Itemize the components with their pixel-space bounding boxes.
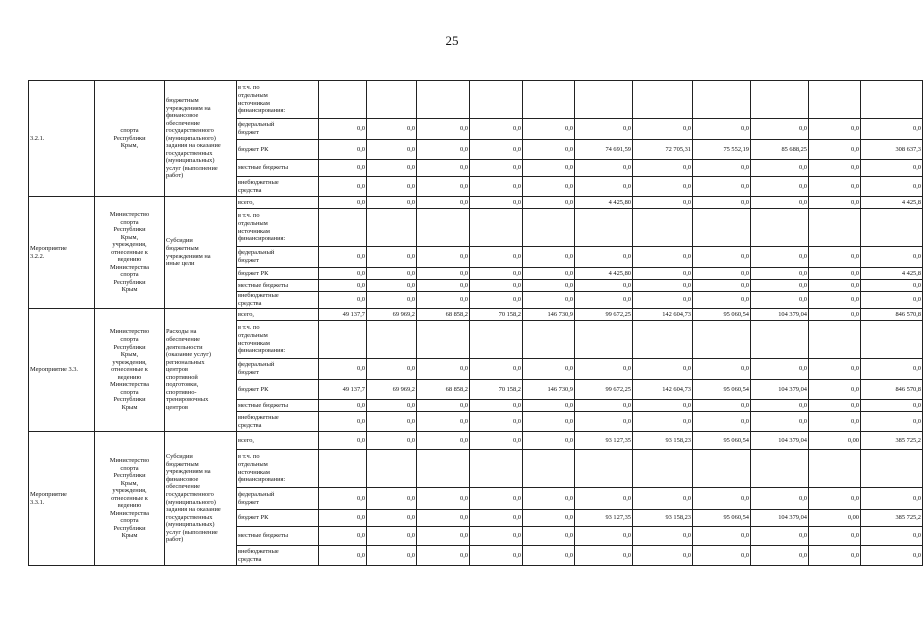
amount-cell-c10: 0,0 <box>809 359 861 380</box>
amount-cell-c4: 0,0 <box>470 510 523 527</box>
amount-cell-c5 <box>523 321 575 359</box>
amount-cell-c2: 0,0 <box>367 292 417 309</box>
measure-code: Мероприятие 3.2.2. <box>29 197 95 309</box>
amount-cell-total: 0,0 <box>861 488 923 510</box>
funding-source: всего, <box>237 432 319 450</box>
amount-cell-c9: 0,0 <box>751 119 809 140</box>
page-number: 25 <box>445 33 459 48</box>
amount-cell-c10: 0,0 <box>809 380 861 400</box>
amount-cell-c3 <box>417 321 470 359</box>
amount-cell-c7: 0,0 <box>633 400 693 412</box>
funding-source: всего, <box>237 309 319 321</box>
amount-cell-c4 <box>470 209 523 247</box>
funding-source: внебюджетные средства <box>237 546 319 566</box>
amount-cell-c10: 0,0 <box>809 280 861 292</box>
amount-cell-c6: 0,0 <box>575 400 633 412</box>
amount-cell-c9: 0,0 <box>751 268 809 280</box>
amount-cell-c5 <box>523 209 575 247</box>
amount-cell-c10: 0,0 <box>809 247 861 268</box>
funding-source: внебюджетные средства <box>237 177 319 197</box>
amount-cell-c2: 0,0 <box>367 412 417 432</box>
funding-source: федеральный бюджет <box>237 359 319 380</box>
amount-cell-total: 0,0 <box>861 527 923 546</box>
amount-cell-c6 <box>575 81 633 119</box>
amount-cell-c10 <box>809 81 861 119</box>
amount-cell-c8 <box>693 450 751 488</box>
amount-cell-c3: 0,0 <box>417 197 470 209</box>
amount-cell-c8 <box>693 81 751 119</box>
amount-cell-c8: 75 552,19 <box>693 140 751 160</box>
amount-cell-c8: 0,0 <box>693 488 751 510</box>
amount-cell-c8: 0,0 <box>693 177 751 197</box>
amount-cell-c7: 93 158,23 <box>633 432 693 450</box>
amount-cell-c6: 0,0 <box>575 359 633 380</box>
amount-cell-c10: 0,0 <box>809 488 861 510</box>
amount-cell-c1: 0,0 <box>319 359 367 380</box>
funding-source: местные бюджеты <box>237 160 319 177</box>
amount-cell-c7 <box>633 209 693 247</box>
amount-cell-c5: 0,0 <box>523 488 575 510</box>
amount-cell-c2: 0,0 <box>367 268 417 280</box>
amount-cell-c3 <box>417 209 470 247</box>
amount-cell-c5: 146 730,9 <box>523 380 575 400</box>
amount-cell-c1: 0,0 <box>319 140 367 160</box>
amount-cell-total: 0,0 <box>861 177 923 197</box>
amount-cell-c3 <box>417 81 470 119</box>
amount-cell-c5: 0,0 <box>523 247 575 268</box>
amount-cell-c7: 0,0 <box>633 488 693 510</box>
table-row <box>29 432 923 450</box>
amount-cell-c5: 0,0 <box>523 268 575 280</box>
amount-cell-c5: 0,0 <box>523 412 575 432</box>
amount-cell-c9: 0,0 <box>751 160 809 177</box>
funding-source: внебюджетные средства <box>237 292 319 309</box>
amount-cell-c3: 68 858,2 <box>417 380 470 400</box>
amount-cell-c5: 0,0 <box>523 292 575 309</box>
amount-cell-c9: 0,0 <box>751 359 809 380</box>
amount-cell-c1: 0,0 <box>319 432 367 450</box>
amount-cell-c3: 0,0 <box>417 359 470 380</box>
amount-cell-c6: 99 672,25 <box>575 309 633 321</box>
amount-cell-c4 <box>470 321 523 359</box>
amount-cell-c10: 0,0 <box>809 268 861 280</box>
amount-cell-c2 <box>367 209 417 247</box>
amount-cell-c1: 0,0 <box>319 510 367 527</box>
amount-cell-c8: 0,0 <box>693 400 751 412</box>
amount-cell-c3: 0,0 <box>417 292 470 309</box>
amount-cell-c8: 0,0 <box>693 280 751 292</box>
amount-cell-c1: 0,0 <box>319 488 367 510</box>
amount-cell-c2: 0,0 <box>367 119 417 140</box>
amount-cell-c1: 0,0 <box>319 119 367 140</box>
amount-cell-total: 846 570,8 <box>861 309 923 321</box>
amount-cell-c2: 0,0 <box>367 140 417 160</box>
amount-cell-total: 385 725,2 <box>861 510 923 527</box>
amount-cell-c3: 0,0 <box>417 400 470 412</box>
funding-source: всего, <box>237 197 319 209</box>
amount-cell-total: 0,0 <box>861 160 923 177</box>
amount-cell-c8: 0,0 <box>693 119 751 140</box>
amount-cell-total: 0,0 <box>861 119 923 140</box>
amount-cell-c3: 0,0 <box>417 177 470 197</box>
amount-cell-c4: 0,0 <box>470 177 523 197</box>
amount-cell-c3: 68 858,2 <box>417 309 470 321</box>
amount-cell-c2: 0,0 <box>367 359 417 380</box>
funding-source: федеральный бюджет <box>237 247 319 268</box>
amount-cell-c2: 0,0 <box>367 510 417 527</box>
amount-cell-c4: 0,0 <box>470 359 523 380</box>
amount-cell-total <box>861 321 923 359</box>
funding-source: в т.ч. по отдельным источникам финансирования: <box>237 321 319 359</box>
amount-cell-c10 <box>809 321 861 359</box>
amount-cell-c6: 4 425,80 <box>575 197 633 209</box>
amount-cell-c7 <box>633 81 693 119</box>
amount-cell-c2: 0,0 <box>367 177 417 197</box>
amount-cell-c5 <box>523 81 575 119</box>
amount-cell-c6: 0,0 <box>575 119 633 140</box>
amount-cell-c8: 95 060,54 <box>693 309 751 321</box>
amount-cell-c2: 0,0 <box>367 546 417 566</box>
amount-cell-total: 0,0 <box>861 400 923 412</box>
amount-cell-c3: 0,0 <box>417 546 470 566</box>
amount-cell-c4: 0,0 <box>470 527 523 546</box>
amount-cell-c5: 0,0 <box>523 177 575 197</box>
amount-cell-c1: 0,0 <box>319 197 367 209</box>
amount-cell-c8: 0,0 <box>693 546 751 566</box>
funding-source: бюджет РК <box>237 380 319 400</box>
amount-cell-c4: 0,0 <box>470 400 523 412</box>
executor-cell: спорта Республики Крым, <box>95 81 165 197</box>
amount-cell-c9 <box>751 450 809 488</box>
amount-cell-c1: 49 137,7 <box>319 380 367 400</box>
amount-cell-c4: 0,0 <box>470 280 523 292</box>
amount-cell-c10 <box>809 450 861 488</box>
budget-table <box>28 80 923 566</box>
amount-cell-c8: 0,0 <box>693 268 751 280</box>
amount-cell-c1: 0,0 <box>319 527 367 546</box>
amount-cell-c5: 0,0 <box>523 527 575 546</box>
amount-cell-c1: 0,0 <box>319 292 367 309</box>
amount-cell-c4: 0,0 <box>470 160 523 177</box>
funding-source: в т.ч. по отдельным источникам финансирования: <box>237 81 319 119</box>
amount-cell-c2: 0,0 <box>367 280 417 292</box>
amount-cell-c9: 104 379,04 <box>751 432 809 450</box>
amount-cell-c3: 0,0 <box>417 280 470 292</box>
amount-cell-total: 385 725,2 <box>861 432 923 450</box>
amount-cell-c5: 0,0 <box>523 160 575 177</box>
amount-cell-c4: 0,0 <box>470 119 523 140</box>
amount-cell-c10: 0,0 <box>809 412 861 432</box>
funding-source: внебюджетные средства <box>237 412 319 432</box>
amount-cell-c10: 0,00 <box>809 432 861 450</box>
amount-cell-c3: 0,0 <box>417 160 470 177</box>
amount-cell-total <box>861 450 923 488</box>
amount-cell-c7: 0,0 <box>633 197 693 209</box>
amount-cell-c7: 72 705,31 <box>633 140 693 160</box>
amount-cell-c7: 0,0 <box>633 119 693 140</box>
amount-cell-c9: 0,0 <box>751 412 809 432</box>
amount-cell-c5: 146 730,9 <box>523 309 575 321</box>
amount-cell-c7 <box>633 450 693 488</box>
amount-cell-c8: 95 060,54 <box>693 432 751 450</box>
amount-cell-c10: 0,00 <box>809 510 861 527</box>
funding-source: федеральный бюджет <box>237 119 319 140</box>
amount-cell-c9 <box>751 321 809 359</box>
amount-cell-c9: 0,0 <box>751 400 809 412</box>
amount-cell-c5: 0,0 <box>523 546 575 566</box>
amount-cell-c9: 0,0 <box>751 488 809 510</box>
amount-cell-c7: 142 604,73 <box>633 309 693 321</box>
amount-cell-c6: 0,0 <box>575 160 633 177</box>
amount-cell-c9 <box>751 209 809 247</box>
amount-cell-c5: 0,0 <box>523 119 575 140</box>
amount-cell-c10: 0,0 <box>809 546 861 566</box>
amount-cell-c9: 0,0 <box>751 197 809 209</box>
amount-cell-c6: 0,0 <box>575 177 633 197</box>
amount-cell-c5: 0,0 <box>523 432 575 450</box>
amount-cell-c7: 0,0 <box>633 280 693 292</box>
amount-cell-c1: 0,0 <box>319 400 367 412</box>
executor-cell: Министерство спорта Республики Крым, учреждения, отнесенные к ведению Министерства спорта Республики Крым <box>95 197 165 309</box>
amount-cell-c10: 0,0 <box>809 119 861 140</box>
amount-cell-c1 <box>319 321 367 359</box>
amount-cell-c10: 0,0 <box>809 197 861 209</box>
amount-cell-c8: 0,0 <box>693 197 751 209</box>
amount-cell-c2: 0,0 <box>367 160 417 177</box>
amount-cell-c8: 0,0 <box>693 292 751 309</box>
amount-cell-c6: 0,0 <box>575 488 633 510</box>
amount-cell-total: 308 637,3 <box>861 140 923 160</box>
amount-cell-c10 <box>809 209 861 247</box>
amount-cell-c2: 0,0 <box>367 247 417 268</box>
amount-cell-c2: 69 969,2 <box>367 309 417 321</box>
amount-cell-c4: 0,0 <box>470 140 523 160</box>
amount-cell-c9: 104 379,04 <box>751 380 809 400</box>
funding-source: местные бюджеты <box>237 400 319 412</box>
amount-cell-c2: 0,0 <box>367 432 417 450</box>
description-cell: Субсидии бюджетным учреждениям на иные цели <box>165 197 237 309</box>
amount-cell-c4: 0,0 <box>470 197 523 209</box>
amount-cell-c3: 0,0 <box>417 488 470 510</box>
table-row <box>29 81 923 119</box>
amount-cell-c5: 0,0 <box>523 400 575 412</box>
amount-cell-c2: 69 969,2 <box>367 380 417 400</box>
amount-cell-c4: 0,0 <box>470 268 523 280</box>
amount-cell-c2: 0,0 <box>367 488 417 510</box>
amount-cell-c1: 0,0 <box>319 177 367 197</box>
measure-code: Мероприятие 3.3.1. <box>29 432 95 566</box>
amount-cell-c10: 0,0 <box>809 140 861 160</box>
amount-cell-c9: 0,0 <box>751 527 809 546</box>
amount-cell-total <box>861 209 923 247</box>
amount-cell-c2 <box>367 81 417 119</box>
funding-source: федеральный бюджет <box>237 488 319 510</box>
funding-source: местные бюджеты <box>237 527 319 546</box>
amount-cell-c7: 0,0 <box>633 546 693 566</box>
amount-cell-c5: 0,0 <box>523 140 575 160</box>
amount-cell-c1: 0,0 <box>319 160 367 177</box>
amount-cell-c7: 0,0 <box>633 292 693 309</box>
table-row <box>29 309 923 321</box>
amount-cell-c3: 0,0 <box>417 412 470 432</box>
amount-cell-c2: 0,0 <box>367 527 417 546</box>
funding-source: местные бюджеты <box>237 280 319 292</box>
amount-cell-c7: 0,0 <box>633 247 693 268</box>
amount-cell-c2 <box>367 321 417 359</box>
amount-cell-c8 <box>693 209 751 247</box>
amount-cell-c3: 0,0 <box>417 432 470 450</box>
amount-cell-c5: 0,0 <box>523 359 575 380</box>
amount-cell-c5: 0,0 <box>523 280 575 292</box>
amount-cell-total: 0,0 <box>861 546 923 566</box>
amount-cell-c8: 0,0 <box>693 247 751 268</box>
amount-cell-c7: 0,0 <box>633 527 693 546</box>
amount-cell-c8: 0,0 <box>693 160 751 177</box>
amount-cell-c1 <box>319 450 367 488</box>
measure-code: 3.2.1. <box>29 81 95 197</box>
amount-cell-total: 0,0 <box>861 247 923 268</box>
amount-cell-c1: 0,0 <box>319 412 367 432</box>
amount-cell-c6 <box>575 209 633 247</box>
funding-source: в т.ч. по отдельным источникам финансирования: <box>237 450 319 488</box>
amount-cell-total: 0,0 <box>861 412 923 432</box>
funding-source: бюджет РК <box>237 268 319 280</box>
amount-cell-c10: 0,0 <box>809 309 861 321</box>
amount-cell-c3: 0,0 <box>417 527 470 546</box>
amount-cell-c6: 93 127,35 <box>575 432 633 450</box>
table-row <box>29 197 923 209</box>
amount-cell-c3: 0,0 <box>417 247 470 268</box>
amount-cell-c9: 104 379,04 <box>751 510 809 527</box>
amount-cell-total: 846 570,8 <box>861 380 923 400</box>
measure-code: Мероприятие 3.3. <box>29 309 95 432</box>
amount-cell-total: 0,0 <box>861 292 923 309</box>
amount-cell-c7: 93 158,23 <box>633 510 693 527</box>
amount-cell-c5: 0,0 <box>523 510 575 527</box>
amount-cell-c4: 0,0 <box>470 292 523 309</box>
amount-cell-c10: 0,0 <box>809 400 861 412</box>
amount-cell-c10: 0,0 <box>809 177 861 197</box>
amount-cell-c2: 0,0 <box>367 400 417 412</box>
amount-cell-c8: 0,0 <box>693 412 751 432</box>
description-cell: Расходы на обеспечение деятельности (оказание услуг) региональных центров спортивной подготовки, спортивно- тренировочных центров <box>165 309 237 432</box>
amount-cell-total: 4 425,8 <box>861 197 923 209</box>
amount-cell-c3 <box>417 450 470 488</box>
amount-cell-c7: 0,0 <box>633 268 693 280</box>
amount-cell-c9 <box>751 81 809 119</box>
amount-cell-c4: 70 158,2 <box>470 380 523 400</box>
amount-cell-c6: 0,0 <box>575 412 633 432</box>
amount-cell-c3: 0,0 <box>417 510 470 527</box>
amount-cell-c7: 142 604,73 <box>633 380 693 400</box>
amount-cell-c6 <box>575 321 633 359</box>
amount-cell-c7: 0,0 <box>633 177 693 197</box>
amount-cell-total: 0,0 <box>861 280 923 292</box>
amount-cell-c6: 74 691,59 <box>575 140 633 160</box>
amount-cell-c1 <box>319 209 367 247</box>
amount-cell-c6: 0,0 <box>575 247 633 268</box>
amount-cell-c1: 0,0 <box>319 268 367 280</box>
amount-cell-c1 <box>319 81 367 119</box>
amount-cell-c9: 0,0 <box>751 292 809 309</box>
amount-cell-total <box>861 81 923 119</box>
amount-cell-c4: 0,0 <box>470 488 523 510</box>
amount-cell-c6: 93 127,35 <box>575 510 633 527</box>
amount-cell-c5 <box>523 450 575 488</box>
amount-cell-c9: 0,0 <box>751 247 809 268</box>
amount-cell-c9: 0,0 <box>751 177 809 197</box>
amount-cell-c10: 0,0 <box>809 160 861 177</box>
amount-cell-c4: 0,0 <box>470 546 523 566</box>
funding-source: бюджет РК <box>237 140 319 160</box>
amount-cell-c4 <box>470 450 523 488</box>
amount-cell-c7 <box>633 321 693 359</box>
amount-cell-c10: 0,0 <box>809 292 861 309</box>
amount-cell-c9: 0,0 <box>751 546 809 566</box>
amount-cell-c4: 0,0 <box>470 247 523 268</box>
amount-cell-c7: 0,0 <box>633 359 693 380</box>
amount-cell-c6: 0,0 <box>575 527 633 546</box>
amount-cell-c1: 49 137,7 <box>319 309 367 321</box>
amount-cell-c8: 95 060,54 <box>693 380 751 400</box>
executor-cell: Министерство спорта Республики Крым, учреждения, отнесенные к ведению Министерства спорта Республики Крым <box>95 309 165 432</box>
funding-source: в т.ч. по отдельным источникам финансирования: <box>237 209 319 247</box>
amount-cell-c8: 0,0 <box>693 527 751 546</box>
amount-cell-c1: 0,0 <box>319 546 367 566</box>
amount-cell-c10: 0,0 <box>809 527 861 546</box>
amount-cell-total: 4 425,8 <box>861 268 923 280</box>
amount-cell-c6 <box>575 450 633 488</box>
amount-cell-c9: 104 379,04 <box>751 309 809 321</box>
amount-cell-c3: 0,0 <box>417 268 470 280</box>
amount-cell-c6: 4 425,80 <box>575 268 633 280</box>
description-cell: Субсидии бюджетным учреждениям на финансовое обеспечение государственного (муниципального) задания на оказание государственных (муниципальных) услуг (выполнение работ) <box>165 432 237 566</box>
amount-cell-c7: 0,0 <box>633 412 693 432</box>
amount-cell-c2 <box>367 450 417 488</box>
amount-cell-c6: 99 672,25 <box>575 380 633 400</box>
amount-cell-c2: 0,0 <box>367 197 417 209</box>
amount-cell-total: 0,0 <box>861 359 923 380</box>
amount-cell-c8: 95 060,54 <box>693 510 751 527</box>
amount-cell-c1: 0,0 <box>319 280 367 292</box>
amount-cell-c7: 0,0 <box>633 160 693 177</box>
amount-cell-c8: 0,0 <box>693 359 751 380</box>
amount-cell-c4: 70 158,2 <box>470 309 523 321</box>
amount-cell-c8 <box>693 321 751 359</box>
amount-cell-c9: 0,0 <box>751 280 809 292</box>
amount-cell-c1: 0,0 <box>319 247 367 268</box>
funding-source: бюджет РК <box>237 510 319 527</box>
executor-cell: Министерство спорта Республики Крым, учреждения, отнесенные к ведению Министерства спорта Республики Крым <box>95 432 165 566</box>
amount-cell-c6: 0,0 <box>575 292 633 309</box>
amount-cell-c9: 85 688,25 <box>751 140 809 160</box>
description-cell: бюджетным учреждениям на финансовое обеспечение государственного (муниципального) задания на оказание государственных (муниципальных) услуг (выполнение работ) <box>165 81 237 197</box>
amount-cell-c6: 0,0 <box>575 280 633 292</box>
amount-cell-c6: 0,0 <box>575 546 633 566</box>
amount-cell-c3: 0,0 <box>417 119 470 140</box>
amount-cell-c4: 0,0 <box>470 412 523 432</box>
amount-cell-c3: 0,0 <box>417 140 470 160</box>
amount-cell-c5: 0,0 <box>523 197 575 209</box>
amount-cell-c4 <box>470 81 523 119</box>
amount-cell-c4: 0,0 <box>470 432 523 450</box>
